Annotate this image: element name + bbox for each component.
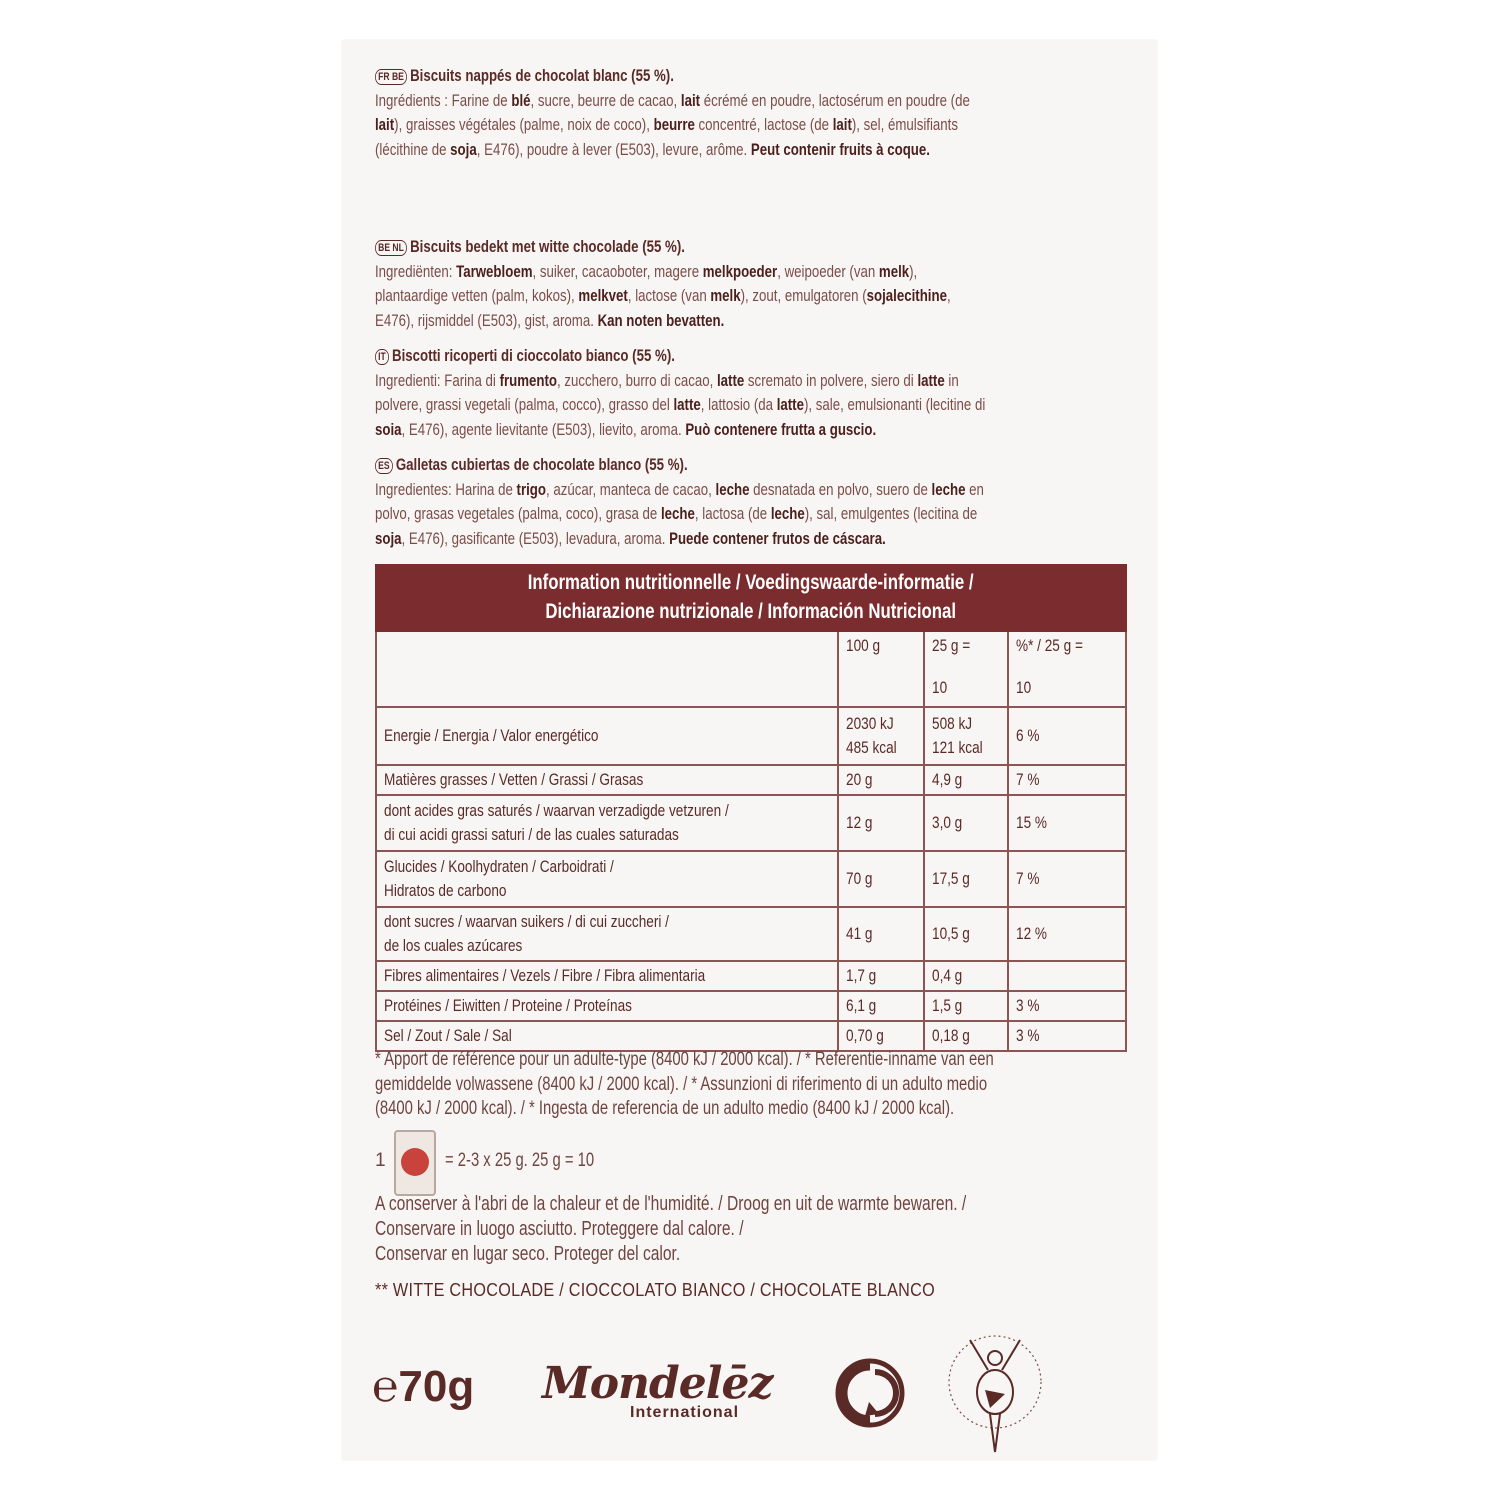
nutrient-label: Glucides / Koolhydraten / Carboidrati / Hidratos de carbono bbox=[376, 851, 838, 907]
ingredients-text: desnatada en polvo, suero de bbox=[749, 479, 932, 499]
allergen-text: latte bbox=[673, 395, 701, 414]
ingredients-text: ), sel, émulsifiants bbox=[851, 115, 958, 134]
portion-text: = 2-3 x 25 g. 25 g = 10 bbox=[445, 1150, 595, 1171]
white-chocolate-note: ** WITTE CHOCOLADE / CIOCCOLATO BIANCO / CHOCOLATE BLANCO bbox=[375, 1280, 935, 1300]
percent-reference-intake: 3 % bbox=[1008, 991, 1126, 1021]
allergen-text: lait bbox=[680, 90, 701, 110]
value-per-25g: 10,5 g bbox=[924, 907, 1008, 961]
allergen-text: blé bbox=[511, 90, 531, 110]
ingredients-text: , azúcar, manteca de cacao, bbox=[546, 479, 716, 499]
ingredients-text: écrémé en poudre, lactosérum en poudre (de bbox=[700, 90, 970, 110]
ingredients-it bbox=[375, 344, 1195, 442]
allergen-text: melk bbox=[878, 261, 910, 281]
ingredients-line bbox=[375, 418, 1015, 443]
value-per-25g: 17,5 g bbox=[924, 851, 1008, 907]
nutrition-row bbox=[376, 765, 1126, 795]
portion-count: 1 bbox=[375, 1150, 386, 1171]
nutrient-label: Fibres alimentaires / Vezels / Fibre / Fibra alimentaria bbox=[376, 961, 838, 991]
footnote-line: (8400 kJ / 2000 kcal). / * Ingesta de referencia de un adulto medio (8400 kJ / 2000 kcal). bbox=[375, 1098, 955, 1119]
allergen-text: Peut contenir fruits à coque. bbox=[750, 139, 930, 159]
biscuit-pack-icon bbox=[394, 1130, 436, 1196]
value-per-25g: 508 kJ 121 kcal bbox=[924, 707, 1008, 765]
ingredients-text: plantaardige vetten (palm, kokos), bbox=[375, 286, 579, 305]
nutrient-label: dont sucres / waarvan suikers / di cui zuccheri / de los cuales azúcares bbox=[376, 907, 838, 961]
allergen-text: lait bbox=[832, 115, 852, 134]
nutrition-table-header bbox=[376, 565, 1126, 631]
nutrition-empty-cell bbox=[376, 631, 838, 707]
brand-subtitle: International bbox=[630, 1404, 740, 1421]
value-per-100g: 0,70 g bbox=[838, 1021, 924, 1051]
ingredients-text: Ingredientes: Harina de bbox=[375, 479, 517, 499]
title-text: Galletas cubiertas de chocolate blanco (55 %). bbox=[395, 455, 688, 474]
storage-instructions bbox=[375, 1192, 1133, 1267]
percent-reference-intake: 6 % bbox=[1008, 707, 1126, 765]
ingredients-line bbox=[375, 393, 1015, 418]
value-per-100g: 20 g bbox=[838, 765, 924, 795]
net-weight: ℮70g bbox=[372, 1362, 475, 1411]
allergen-text: sojalecithine bbox=[866, 286, 947, 305]
storage-line: Conservare in luogo asciutto. Proteggere dal calore. / bbox=[375, 1218, 744, 1240]
title-text: Biscuits nappés de chocolat blanc (55 %). bbox=[410, 66, 674, 85]
title-text: Biscotti ricoperti di cioccolato bianco (55 %). bbox=[391, 346, 675, 365]
nutrition-row bbox=[376, 907, 1126, 961]
ingredients-text: Ingredienti: Farina di bbox=[375, 370, 500, 390]
allergen-text: melkpoeder bbox=[702, 261, 778, 281]
ingredients-line bbox=[375, 502, 1015, 527]
value-per-100g: 41 g bbox=[838, 907, 924, 961]
ingredients-text: , bbox=[946, 286, 951, 305]
ingredients-fr bbox=[375, 64, 1195, 162]
percent-reference-intake: 3 % bbox=[1008, 1021, 1126, 1051]
percent-reference-intake: 12 % bbox=[1008, 907, 1126, 961]
storage-line: A conserver à l'abri de la chaleur et de l'humidité. / Droog en uit de warmte bewaren. / bbox=[375, 1193, 967, 1215]
green-dot-recycle-icon bbox=[835, 1358, 905, 1428]
value-per-100g: 1,7 g bbox=[838, 961, 924, 991]
allergen-text: melkvet bbox=[578, 286, 628, 305]
ingredients-line bbox=[375, 309, 1015, 334]
package-back-panel bbox=[342, 40, 1157, 1460]
ingredients-text: concentré, lactose (de bbox=[694, 115, 833, 134]
nutrient-label: Sel / Zout / Sale / Sal bbox=[376, 1021, 838, 1051]
ingredients-nl bbox=[375, 235, 1195, 333]
ingredients-text: , E476), gasificante (E503), levadura, aroma. bbox=[401, 528, 670, 548]
ingredients-text: , E476), agente lievitante (E503), lievito, aroma. bbox=[401, 419, 686, 439]
language-flag-badge: BE NL bbox=[375, 240, 407, 256]
ingredients-text: scremato in polvere, siero di bbox=[744, 370, 918, 390]
nutrition-table bbox=[375, 564, 1127, 1052]
ingredients-text: , lactose (van bbox=[627, 286, 711, 305]
ingredients-text: , E476), poudre à lever (E503), levure, arôme. bbox=[476, 139, 751, 159]
allergen-text: beurre bbox=[653, 115, 695, 134]
ingredients-line bbox=[375, 113, 1015, 138]
ingredients-line bbox=[375, 369, 1015, 394]
allergen-text: latte bbox=[917, 370, 945, 390]
nutrition-column-header-row bbox=[376, 631, 1126, 707]
allergen-text: soja bbox=[375, 528, 402, 548]
ingredients-text: ), bbox=[909, 261, 918, 281]
ingredients-text: polvo, grasas vegetales (palma, coco), grasa de bbox=[375, 504, 661, 523]
ingredients-text: ), graisses végétales (palme, noix de coco), bbox=[394, 115, 654, 134]
value-per-25g: 1,5 g bbox=[924, 991, 1008, 1021]
nutrient-label: Matières grasses / Vetten / Grassi / Grasas bbox=[376, 765, 838, 795]
allergen-text: leche bbox=[770, 504, 805, 523]
allergen-text: latte bbox=[716, 370, 745, 390]
allergen-text: soia bbox=[375, 419, 402, 439]
allergen-text: melk bbox=[710, 286, 741, 305]
reference-intake-footnote bbox=[375, 1048, 1135, 1122]
allergen-text: trigo bbox=[516, 479, 547, 499]
allergen-text: leche bbox=[931, 479, 966, 499]
footnote-line: * Apport de référence pour un adulte-type (8400 kJ / 2000 kcal). / * Referentie-inname van een bbox=[375, 1049, 994, 1070]
allergen-text: Tarwebloem bbox=[456, 261, 533, 281]
nutrition-row bbox=[376, 795, 1126, 851]
ingredients-text: , lactosa (de bbox=[694, 504, 771, 523]
col-25g-header: 25 g = 10 bbox=[924, 631, 1008, 707]
mondelez-logo bbox=[542, 1358, 773, 1421]
ingredients-line bbox=[375, 527, 1015, 552]
ingredients-text: , weipoeder (van bbox=[777, 261, 879, 281]
nutrient-label: dont acides gras saturés / waarvan verzadigde vetzuren / di cui acidi grassi saturi / de las cuales saturadas bbox=[376, 795, 838, 851]
ingredients-text: ), zout, emulgatoren ( bbox=[740, 286, 867, 305]
nutrition-row bbox=[376, 851, 1126, 907]
ingredients-title-nl bbox=[375, 235, 1015, 260]
value-per-100g: 6,1 g bbox=[838, 991, 924, 1021]
ingredients-line bbox=[375, 284, 1015, 309]
allergen-text: soja bbox=[450, 139, 477, 159]
ingredients-line bbox=[375, 138, 1015, 163]
nutrition-row bbox=[376, 961, 1126, 991]
col-100g-header: 100 g bbox=[838, 631, 924, 707]
language-flag-badge: IT bbox=[375, 349, 389, 365]
percent-reference-intake bbox=[1008, 961, 1126, 991]
ingredients-text: ), sal, emulgentes (lecitina de bbox=[804, 504, 978, 523]
value-per-25g: 4,9 g bbox=[924, 765, 1008, 795]
allergen-text: Puede contener frutos de cáscara. bbox=[669, 528, 886, 548]
ingredients-text: , lattosio (da bbox=[700, 395, 777, 414]
value-per-100g: 2030 kJ 485 kcal bbox=[838, 707, 924, 765]
nutrition-row bbox=[376, 1021, 1126, 1051]
ingredients-text: , suiker, cacaoboter, magere bbox=[532, 261, 703, 281]
ingredients-text: en bbox=[965, 479, 984, 499]
ingredients-text: polvere, grassi vegetali (palma, cocco), grasso del bbox=[375, 395, 674, 414]
nutrition-header-line-1: Information nutritionnelle / Voedingswaarde-informatie / bbox=[528, 571, 974, 594]
ingredients-text: ), sale, emulsionanti (lecitine di bbox=[803, 395, 986, 414]
ingredients-line bbox=[375, 260, 1015, 285]
ingredients-line bbox=[375, 478, 1015, 503]
value-per-25g: 3,0 g bbox=[924, 795, 1008, 851]
ingredients-text: E476), rijsmiddel (E503), gist, aroma. bbox=[375, 310, 598, 330]
ingredients-text: , sucre, beurre de cacao, bbox=[530, 90, 681, 110]
ingredients-es bbox=[375, 453, 1195, 551]
allergen-text: Kan noten bevatten. bbox=[597, 310, 725, 330]
allergen-text: lait bbox=[375, 115, 395, 134]
ingredients-text: Ingrediënten: bbox=[375, 261, 457, 281]
value-per-100g: 12 g bbox=[838, 795, 924, 851]
ingredients-text: Ingrédients : Farine de bbox=[375, 90, 512, 110]
brand-name: Mondelēz bbox=[542, 1358, 773, 1409]
allergen-text: latte bbox=[776, 395, 804, 414]
figure-seal-icon bbox=[940, 1320, 1050, 1470]
ingredients-line bbox=[375, 89, 1015, 114]
allergen-text: leche bbox=[660, 504, 695, 523]
nutrition-header-line-2: Dichiarazione nutrizionale / Información Nutricional bbox=[545, 600, 957, 623]
ingredients-text: (lécithine de bbox=[375, 139, 451, 159]
language-flag-badge: FR BE bbox=[375, 69, 407, 85]
percent-reference-intake: 7 % bbox=[1008, 851, 1126, 907]
col-pct-header: %* / 25 g = 10 bbox=[1008, 631, 1126, 707]
nutrient-label: Protéines / Eiwitten / Proteine / Proteínas bbox=[376, 991, 838, 1021]
percent-reference-intake: 7 % bbox=[1008, 765, 1126, 795]
ingredients-title-fr bbox=[375, 64, 1015, 89]
percent-reference-intake: 15 % bbox=[1008, 795, 1126, 851]
ingredients-text: , zucchero, burro di cacao, bbox=[557, 370, 717, 390]
value-per-100g: 70 g bbox=[838, 851, 924, 907]
nutrition-row bbox=[376, 991, 1126, 1021]
allergen-text: leche bbox=[715, 479, 750, 499]
allergen-text: Può contenere frutta a guscio. bbox=[685, 419, 877, 439]
allergen-text: frumento bbox=[499, 370, 558, 390]
value-per-25g: 0,4 g bbox=[924, 961, 1008, 991]
storage-line: Conservar en lugar seco. Proteger del calor. bbox=[375, 1243, 681, 1265]
ingredients-title-it bbox=[375, 344, 1015, 369]
ingredients-text: in bbox=[944, 370, 959, 390]
nutrient-label: Energie / Energia / Valor energético bbox=[376, 707, 838, 765]
footnote-line: gemiddelde volwassene (8400 kJ / 2000 kcal). / * Assunzioni di riferimento di un adulto medio bbox=[375, 1073, 988, 1095]
title-text: Biscuits bedekt met witte chocolade (55 %). bbox=[410, 237, 685, 256]
value-per-25g: 0,18 g bbox=[924, 1021, 1008, 1051]
nutrition-row bbox=[376, 707, 1126, 765]
language-flag-badge: ES bbox=[375, 458, 393, 474]
ingredients-title-es bbox=[375, 453, 1015, 478]
